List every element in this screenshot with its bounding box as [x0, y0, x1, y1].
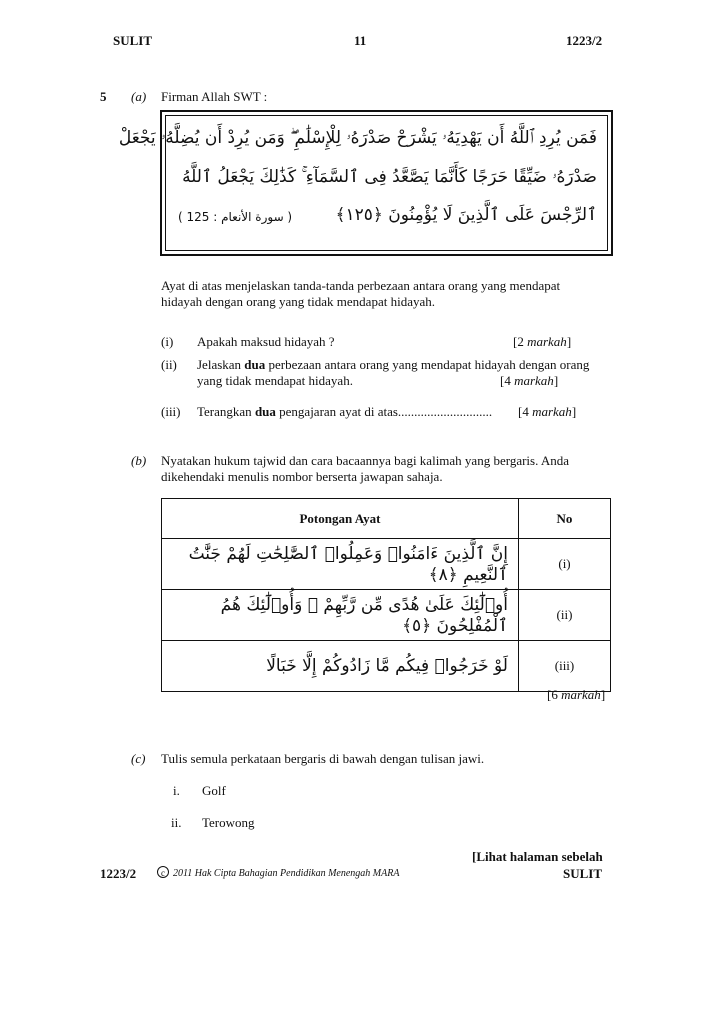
- copyright-text: 2011 Hak Cipta Bahagian Pendidikan Menengah MARA: [173, 868, 400, 879]
- part-b-text-line-1: Nyatakan hukum tajwid dan cara bacaannya bagi kalimah yang bergaris. Anda: [161, 453, 570, 468]
- sub-ii-text-line-2: yang tidak mendapat hidayah.: [197, 373, 353, 388]
- paper-code: 1223/2: [566, 33, 603, 48]
- description-line-2: hidayah dengan orang yang tidak mendapat hidayah.: [161, 294, 435, 309]
- description-line-1: Ayat di atas menjelaskan tanda-tanda perbezaan antara orang yang mendapat: [161, 278, 561, 293]
- table-header-row: [162, 499, 611, 539]
- sub-iii-number: (iii): [161, 404, 181, 419]
- sub-i-mark: [2 markah]: [513, 334, 572, 349]
- sub-ii-mark: [4 markah]: [500, 373, 559, 388]
- part-c-label: (c): [131, 751, 146, 766]
- sub-i-number: (i): [161, 334, 174, 349]
- row-number: (iii): [519, 641, 611, 692]
- copyright-icon: c: [157, 866, 169, 878]
- part-b-mark: [6 markah]: [547, 687, 606, 702]
- table-row: [162, 641, 611, 692]
- part-b-text-line-2: dikehendaki menulis nombor berserta jawapan sahaja.: [161, 469, 443, 484]
- part-c-item-2-number: ii.: [171, 815, 182, 830]
- sub-ii-number: (ii): [161, 357, 177, 372]
- part-c-item-1-word: Golf: [202, 783, 226, 798]
- ayat-cell: أُو۟لَٰٓئِكَ عَلَىٰ هُدًى مِّن رَّبِّهِمْ ۖ وَأُو۟لَٰٓئِكَ هُمُ ٱلْمُفْلِحُونَ ﴿٥﴾: [162, 590, 519, 641]
- question-number: 5: [100, 89, 107, 104]
- part-c-item-1-number: i.: [173, 783, 180, 798]
- verse-line-2: صَدْرَهُۥ ضَيِّقًا حَرَجًا كَأَنَّمَا يَصَّعَّدُ فِى ٱلسَّمَآءِ ۚ كَذَٰلِكَ يَجْعَلُ ٱللَّهُ: [182, 167, 597, 187]
- ayat-cell: لَوْ خَرَجُوا۟ فِيكُم مَّا زَادُوكُمْ إِلَّا خَبَالًا: [162, 641, 519, 692]
- sub-iii-text: Terangkan dua pengajaran ayat di atas.............................: [197, 404, 493, 419]
- verse-box: [118, 110, 613, 256]
- sub-i-text: Apakah maksud hidayah ?: [197, 334, 335, 349]
- table-row: [162, 539, 611, 590]
- part-a-label: (a): [131, 89, 147, 104]
- header-sulit: SULIT: [113, 33, 153, 48]
- next-page-note: [Lihat halaman sebelah: [472, 849, 603, 864]
- sub-ii-text: Jelaskan dua perbezaan antara orang yang mendapat hidayah dengan orang: [197, 357, 590, 372]
- tajwid-table: [161, 498, 611, 692]
- verse-line-1: فَمَن يُرِدِ ٱللَّهُ أَن يَهْدِيَهُۥ يَشْرَحْ صَدْرَهُۥ لِلْإِسْلَٰمِ ۖ وَمَن يُرِدْ أَن يُضِلَّهُۥ يَجْعَلْ: [118, 128, 597, 148]
- part-c-item-2-word: Terowong: [202, 815, 255, 830]
- part-c-text: Tulis semula perkataan bergaris di bawah dengan tulisan jawi.: [161, 751, 485, 766]
- part-a-intro: Firman Allah SWT :: [161, 89, 268, 104]
- footer-code: 1223/2: [100, 866, 137, 881]
- table-row: [162, 590, 611, 641]
- footer-sulit: SULIT: [563, 866, 603, 881]
- column-header-no: No: [519, 499, 611, 539]
- verse-line-3: ٱلرِّجْسَ عَلَى ٱلَّذِينَ لَا يُؤْمِنُونَ ﴿١٢٥﴾: [335, 205, 597, 225]
- row-number: (ii): [519, 590, 611, 641]
- row-number: (i): [519, 539, 611, 590]
- column-header-ayat: Potongan Ayat: [162, 499, 519, 539]
- ayat-cell: إِنَّ ٱلَّذِينَ ءَامَنُوا۟ وَعَمِلُوا۟ ٱلصَّٰلِحَٰتِ لَهُمْ جَنَّٰتُ ٱلنَّعِيمِ ﴿٨﴾: [162, 539, 519, 590]
- verse-reference: ( سورة الأنعام : 125 ): [178, 210, 293, 224]
- sub-iii-mark: [4 markah]: [518, 404, 577, 419]
- page-number: 11: [354, 33, 367, 48]
- part-b-label: (b): [131, 453, 147, 468]
